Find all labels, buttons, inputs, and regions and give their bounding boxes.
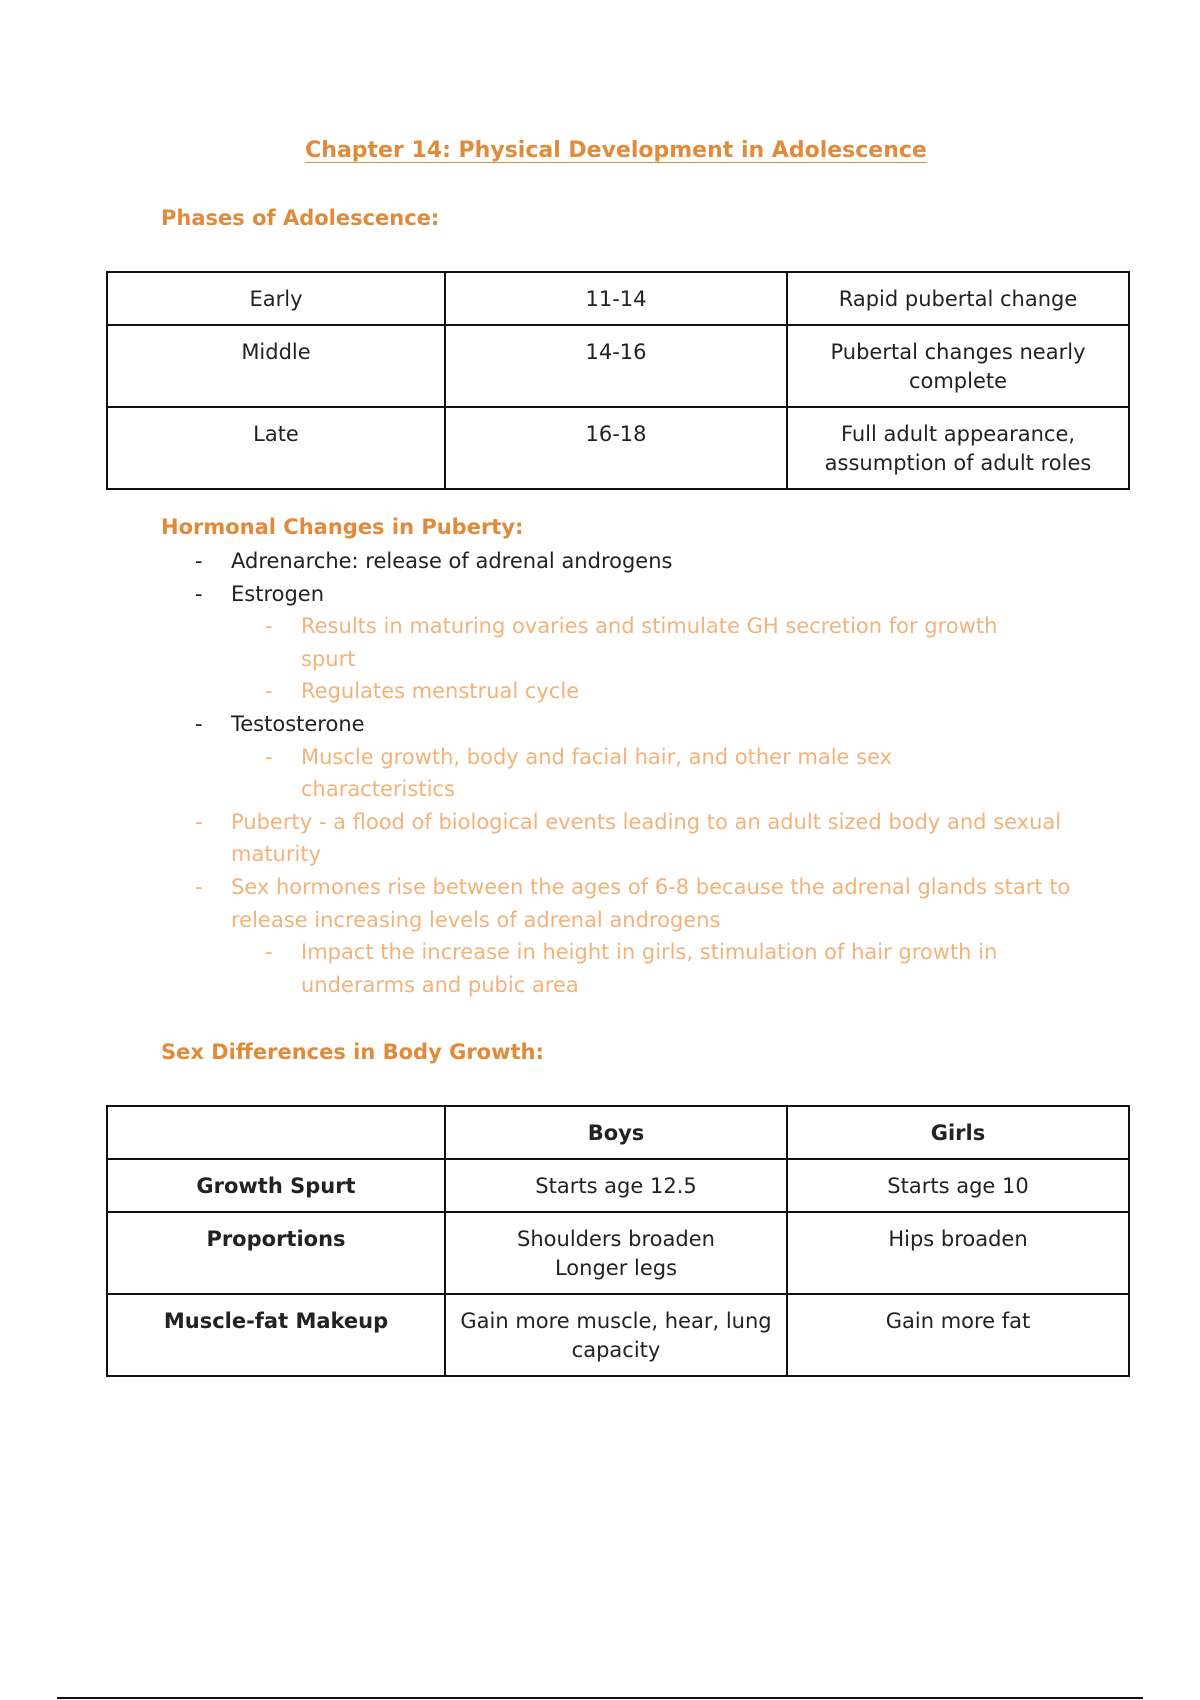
hormonal-heading: Hormonal Changes in Puberty:	[161, 515, 524, 539]
page-title: Chapter 14: Physical Development in Adolescence	[305, 138, 927, 163]
phase-description: Rapid pubertal change	[787, 272, 1129, 325]
bullet-dash: -	[265, 614, 273, 639]
row-label: Growth Spurt	[107, 1159, 445, 1212]
table-row	[107, 272, 1129, 325]
phases-heading: Phases of Adolescence:	[161, 206, 440, 230]
bullet-dash: -	[195, 711, 203, 736]
phase-name: Late	[107, 407, 445, 489]
boys-cell: Shoulders broaden Longer legs	[445, 1212, 787, 1294]
column-header	[107, 1106, 445, 1159]
table-row	[107, 1294, 1129, 1376]
sexdiff-heading: Sex Differences in Body Growth:	[161, 1040, 544, 1064]
list-item-text: Puberty - a flood of biological events leading to an adult sized body and sexual maturity	[231, 809, 1062, 867]
phase-age: 14-16	[445, 325, 787, 407]
sexdiff-table	[106, 1105, 1130, 1377]
list-item	[192, 741, 1092, 806]
bullet-dash: -	[265, 744, 273, 769]
list-item-text: Muscle growth, body and facial hair, and other male sex characteristics	[301, 744, 893, 802]
bullet-dash: -	[195, 874, 203, 899]
bullet-dash: -	[265, 940, 273, 965]
column-header: Boys	[445, 1106, 787, 1159]
list-item	[192, 871, 1092, 936]
bullet-dash: -	[195, 549, 203, 573]
list-item	[192, 708, 1092, 741]
list-item	[192, 578, 1092, 611]
bullet-dash: -	[195, 809, 203, 834]
bullet-dash: -	[265, 679, 273, 704]
table-row	[107, 1159, 1129, 1212]
hormonal-list	[192, 545, 1092, 1001]
phase-description: Full adult appearance, assumption of adult roles	[787, 407, 1129, 489]
list-item	[192, 806, 1092, 871]
list-item-text: Regulates menstrual cycle	[301, 679, 580, 704]
row-label: Proportions	[107, 1212, 445, 1294]
footer-divider	[57, 1697, 1143, 1699]
phases-table	[106, 271, 1130, 490]
phase-name: Early	[107, 272, 445, 325]
list-item-text: Sex hormones rise between the ages of 6-8 because the adrenal glands start to release increasing levels of adrenal androgens	[231, 874, 1071, 932]
list-item-text: Results in maturing ovaries and stimulate GH secretion for growth spurt	[301, 614, 998, 671]
table-row	[107, 1212, 1129, 1294]
list-item-text: Estrogen	[231, 581, 325, 606]
girls-cell: Starts age 10	[787, 1159, 1129, 1212]
table-header-row	[107, 1106, 1129, 1159]
table-row	[107, 407, 1129, 489]
list-item	[192, 936, 1092, 1001]
phase-name: Middle	[107, 325, 445, 407]
row-label: Muscle-fat Makeup	[107, 1294, 445, 1376]
girls-cell: Gain more fat	[787, 1294, 1129, 1376]
list-item	[192, 675, 1092, 708]
column-header: Girls	[787, 1106, 1129, 1159]
list-item-text: Impact the increase in height in girls, stimulation of hair growth in underarms and pubic area	[301, 940, 998, 997]
phase-age: 16-18	[445, 407, 787, 489]
boys-cell: Gain more muscle, hear, lung capacity	[445, 1294, 787, 1376]
list-item	[192, 545, 1092, 578]
boys-cell: Starts age 12.5	[445, 1159, 787, 1212]
phase-description: Pubertal changes nearly complete	[787, 325, 1129, 407]
phase-age: 11-14	[445, 272, 787, 325]
list-item	[192, 610, 1092, 675]
list-item-text: Adrenarche: release of adrenal androgens	[231, 549, 673, 573]
bullet-dash: -	[195, 581, 203, 606]
table-row	[107, 325, 1129, 407]
list-item-text: Testosterone	[231, 711, 365, 736]
girls-cell: Hips broaden	[787, 1212, 1129, 1294]
